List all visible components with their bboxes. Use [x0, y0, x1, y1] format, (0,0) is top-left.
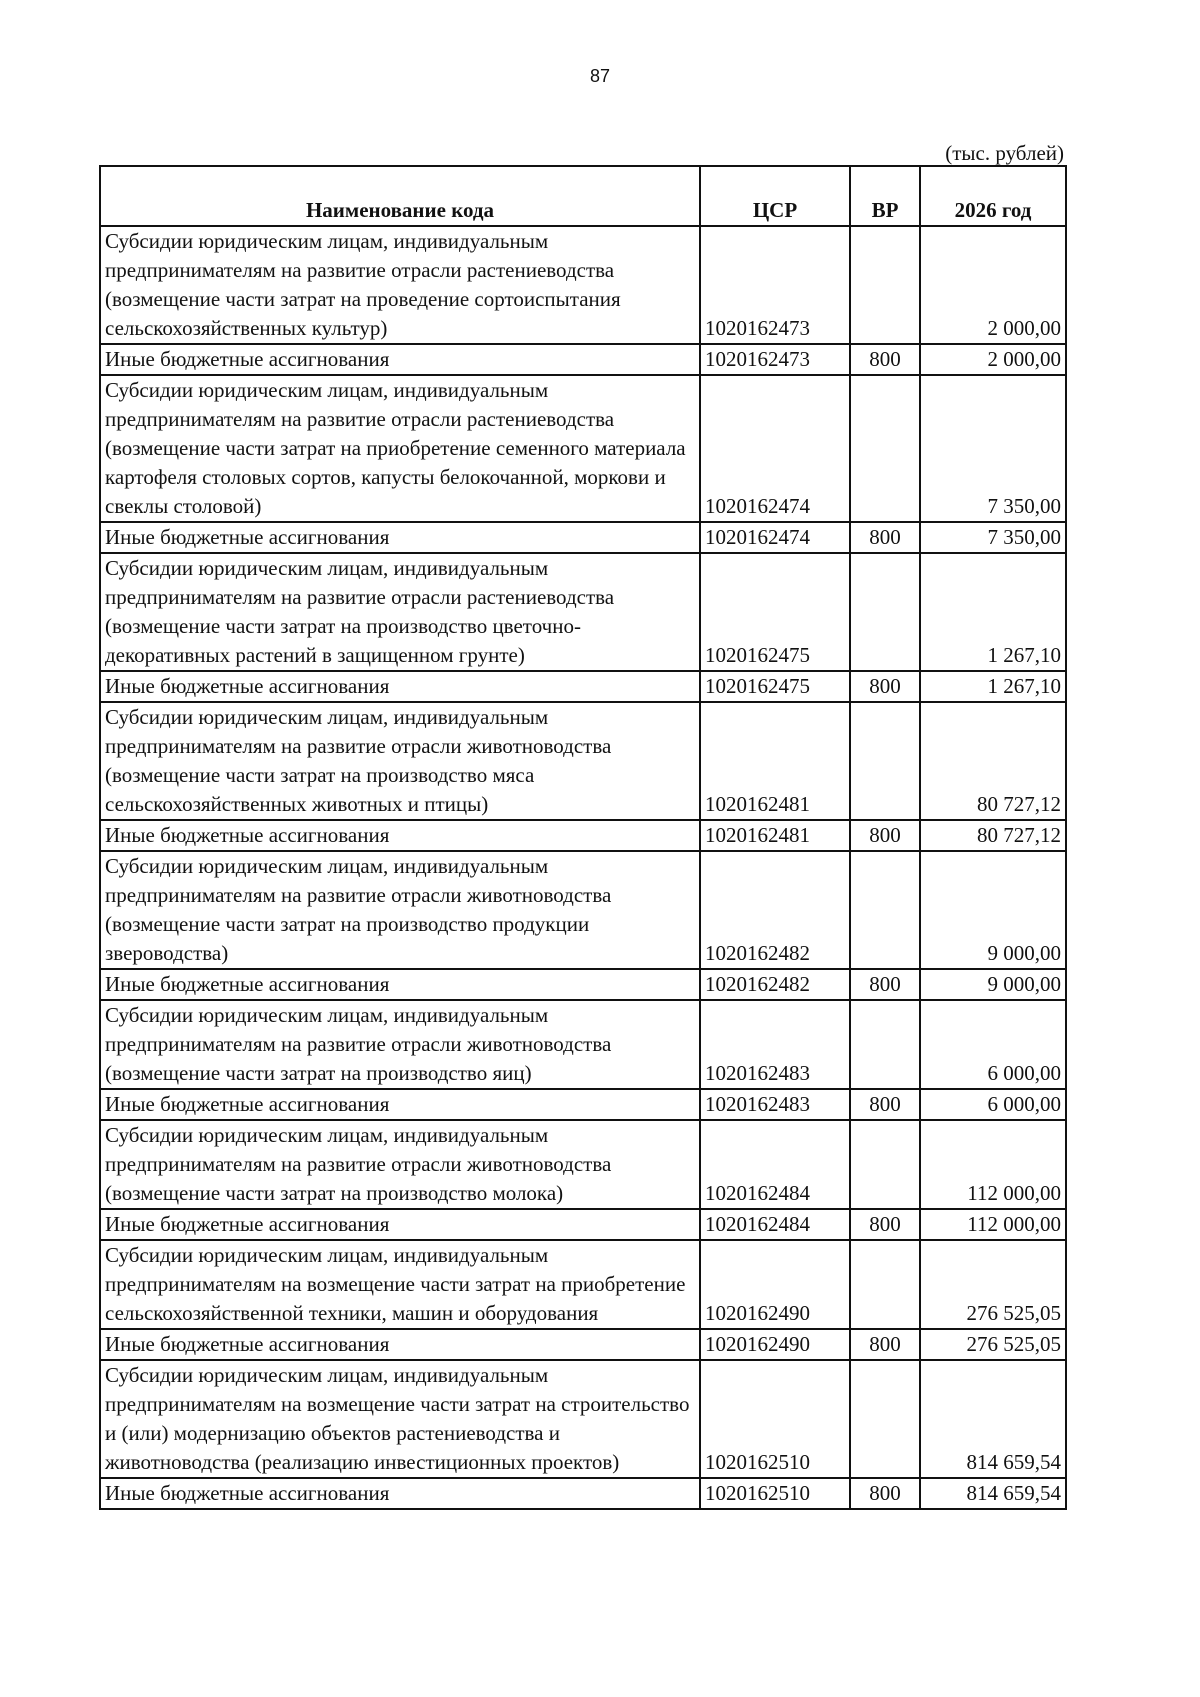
cell-amount: 2 000,00 [920, 226, 1066, 344]
table-row [100, 1240, 1066, 1329]
cell-csr: 1020162484 [700, 1120, 850, 1209]
cell-vr [850, 1240, 920, 1329]
cell-csr: 1020162474 [700, 522, 850, 553]
cell-name: Субсидии юридическим лицам, индивидуальным предпринимателям на возмещение части затрат на приобретение сельскохозяйственной техники, машин и оборудования [100, 1240, 700, 1329]
cell-csr: 1020162482 [700, 969, 850, 1000]
cell-vr: 800 [850, 1209, 920, 1240]
cell-amount: 80 727,12 [920, 702, 1066, 820]
cell-name: Иные бюджетные ассигнования [100, 671, 700, 702]
table-row [100, 553, 1066, 671]
cell-vr: 800 [850, 1329, 920, 1360]
cell-amount: 112 000,00 [920, 1209, 1066, 1240]
table-row [100, 522, 1066, 553]
header-csr: ЦСР [700, 166, 850, 226]
cell-vr: 800 [850, 522, 920, 553]
cell-csr: 1020162475 [700, 671, 850, 702]
table-row [100, 1209, 1066, 1240]
cell-name: Иные бюджетные ассигнования [100, 820, 700, 851]
cell-name: Иные бюджетные ассигнования [100, 1329, 700, 1360]
table-row [100, 1120, 1066, 1209]
header-year: 2026 год [920, 166, 1066, 226]
table-row [100, 1478, 1066, 1509]
cell-vr [850, 851, 920, 969]
cell-amount: 7 350,00 [920, 375, 1066, 522]
cell-vr: 800 [850, 969, 920, 1000]
cell-name: Иные бюджетные ассигнования [100, 969, 700, 1000]
cell-vr [850, 226, 920, 344]
table-row [100, 702, 1066, 820]
header-row [100, 166, 1066, 226]
cell-vr: 800 [850, 1089, 920, 1120]
cell-csr: 1020162483 [700, 1089, 850, 1120]
cell-csr: 1020162510 [700, 1360, 850, 1478]
units-label: (тыс. рублей) [945, 141, 1064, 165]
cell-name: Субсидии юридическим лицам, индивидуальным предпринимателям на развитие отрасли животноводства (возмещение части затрат на производство продукции звероводства) [100, 851, 700, 969]
cell-vr [850, 375, 920, 522]
cell-vr [850, 702, 920, 820]
cell-csr: 1020162483 [700, 1000, 850, 1089]
cell-name: Субсидии юридическим лицам, индивидуальным предпринимателям на возмещение части затрат на строительство и (или) модернизацию объектов растениеводства и животноводства (реализацию инвестиционных проектов) [100, 1360, 700, 1478]
cell-csr: 1020162474 [700, 375, 850, 522]
cell-name: Иные бюджетные ассигнования [100, 522, 700, 553]
cell-name: Субсидии юридическим лицам, индивидуальным предпринимателям на развитие отрасли растениеводства (возмещение части затрат на проведение сортоиспытания сельскохозяйственных культур) [100, 226, 700, 344]
cell-amount: 7 350,00 [920, 522, 1066, 553]
table-row [100, 820, 1066, 851]
header-name: Наименование кода [100, 166, 700, 226]
table-row [100, 969, 1066, 1000]
cell-amount: 814 659,54 [920, 1360, 1066, 1478]
cell-amount: 9 000,00 [920, 969, 1066, 1000]
cell-amount: 1 267,10 [920, 671, 1066, 702]
cell-amount: 1 267,10 [920, 553, 1066, 671]
cell-csr: 1020162473 [700, 226, 850, 344]
cell-amount: 6 000,00 [920, 1089, 1066, 1120]
cell-csr: 1020162484 [700, 1209, 850, 1240]
cell-csr: 1020162490 [700, 1240, 850, 1329]
cell-vr: 800 [850, 671, 920, 702]
table-row [100, 226, 1066, 344]
cell-amount: 80 727,12 [920, 820, 1066, 851]
cell-csr: 1020162481 [700, 702, 850, 820]
cell-name: Иные бюджетные ассигнования [100, 344, 700, 375]
cell-name: Иные бюджетные ассигнования [100, 1209, 700, 1240]
page-number: 87 [589, 66, 611, 86]
cell-csr: 1020162481 [700, 820, 850, 851]
cell-amount: 9 000,00 [920, 851, 1066, 969]
table-row [100, 344, 1066, 375]
table-row [100, 1360, 1066, 1478]
cell-vr: 800 [850, 820, 920, 851]
cell-amount: 6 000,00 [920, 1000, 1066, 1089]
table-row [100, 1000, 1066, 1089]
cell-csr: 1020162490 [700, 1329, 850, 1360]
cell-name: Иные бюджетные ассигнования [100, 1478, 700, 1509]
cell-amount: 814 659,54 [920, 1478, 1066, 1509]
table-body [100, 226, 1066, 1509]
table-row [100, 1089, 1066, 1120]
table-row [100, 671, 1066, 702]
cell-name: Субсидии юридическим лицам, индивидуальным предпринимателям на развитие отрасли животноводства (возмещение части затрат на производство молока) [100, 1120, 700, 1209]
header-vr: ВР [850, 166, 920, 226]
cell-vr [850, 1360, 920, 1478]
cell-name: Субсидии юридическим лицам, индивидуальным предпринимателям на развитие отрасли растениеводства (возмещение части затрат на приобретение семенного материала картофеля столовых сортов, капусты белокочанной, моркови и свеклы столовой) [100, 375, 700, 522]
cell-amount: 2 000,00 [920, 344, 1066, 375]
cell-vr: 800 [850, 344, 920, 375]
table-row [100, 1329, 1066, 1360]
cell-csr: 1020162482 [700, 851, 850, 969]
cell-vr [850, 1000, 920, 1089]
cell-vr [850, 1120, 920, 1209]
cell-csr: 1020162475 [700, 553, 850, 671]
cell-amount: 276 525,05 [920, 1240, 1066, 1329]
cell-name: Субсидии юридическим лицам, индивидуальным предпринимателям на развитие отрасли животноводства (возмещение части затрат на производство яиц) [100, 1000, 700, 1089]
cell-name: Субсидии юридическим лицам, индивидуальным предпринимателям на развитие отрасли растениеводства (возмещение части затрат на производство цветочно-декоративных растений в защищенном грунте) [100, 553, 700, 671]
cell-name: Иные бюджетные ассигнования [100, 1089, 700, 1120]
cell-csr: 1020162510 [700, 1478, 850, 1509]
budget-table [99, 165, 1067, 1510]
table-row [100, 851, 1066, 969]
table-row [100, 375, 1066, 522]
cell-name: Субсидии юридическим лицам, индивидуальным предпринимателям на развитие отрасли животноводства (возмещение части затрат на производство мяса сельскохозяйственных животных и птицы) [100, 702, 700, 820]
cell-vr [850, 553, 920, 671]
cell-vr: 800 [850, 1478, 920, 1509]
cell-csr: 1020162473 [700, 344, 850, 375]
cell-amount: 112 000,00 [920, 1120, 1066, 1209]
cell-amount: 276 525,05 [920, 1329, 1066, 1360]
